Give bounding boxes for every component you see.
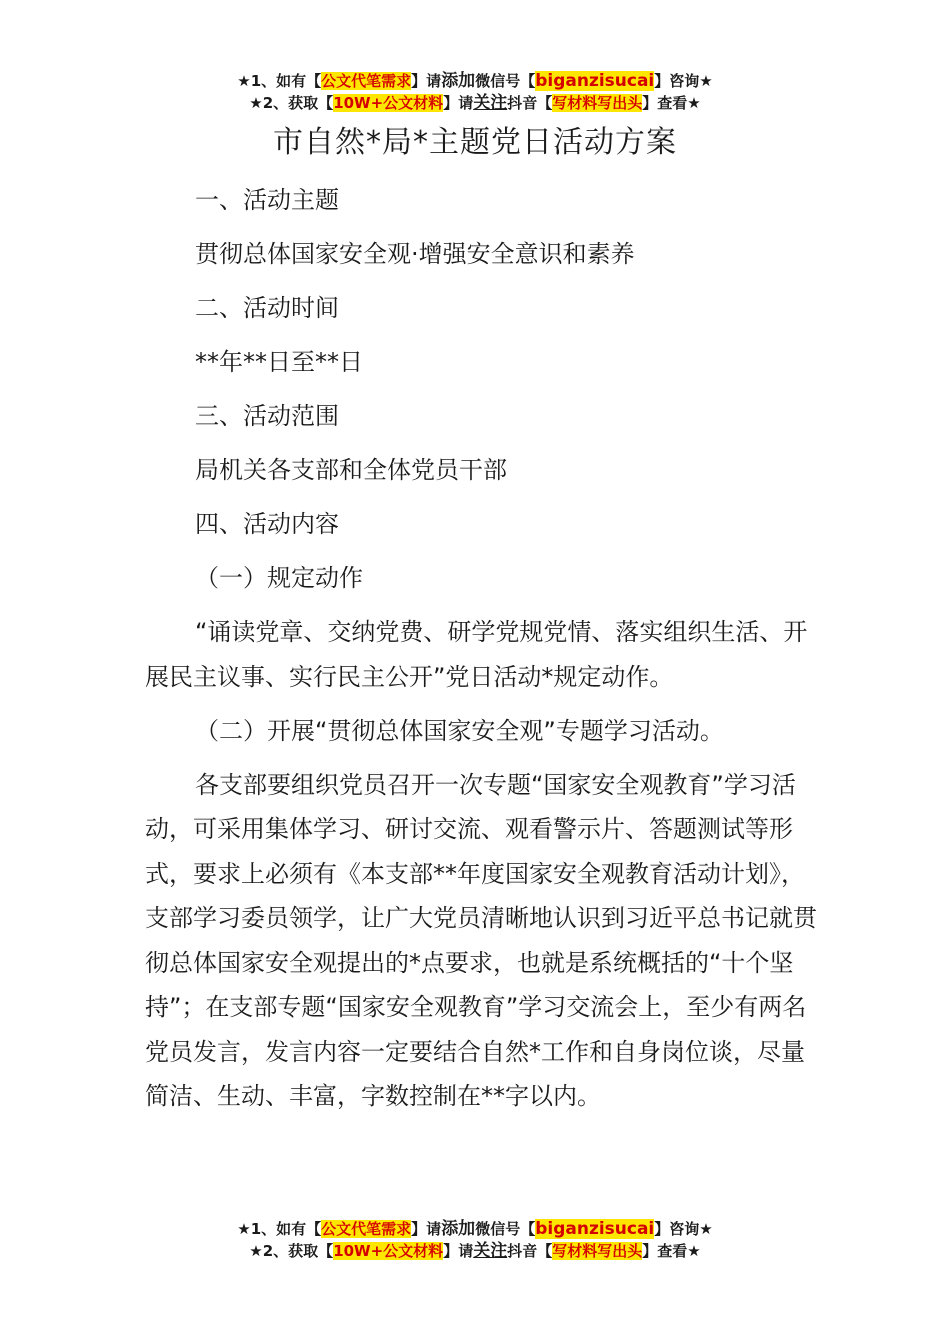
heading-content: 四、活动内容 bbox=[195, 510, 339, 538]
time-text: **年**日至**日 bbox=[195, 348, 363, 376]
subheading-security-study: （二）开展“贯彻总体国家安全观”专题学习活动。 bbox=[195, 716, 724, 745]
header-ad-line-2: ★2、获取【10W+公文材料】请关注抖音【写材料写出头】查看★ bbox=[249, 93, 701, 113]
theme-text: 贯彻总体国家安全观·增强安全意识和素养 bbox=[195, 240, 635, 268]
ad-highlight-service: 公文代笔需求 bbox=[321, 72, 412, 90]
heading-theme: 一、活动主题 bbox=[195, 186, 339, 214]
document-body bbox=[145, 178, 825, 1128]
security-study-text: 各支部要组织党员召开一次专题“国家安全观教育”学习活动，可采用集体学习、研讨交流、观看警示片、答题测试等形式，要求上必须有《本支部**年度国家安全观教育活动计划》，支部学习委员领学，让广大党员清晰地认识到习近平总书记就贯彻总体国家安全观提出的*点要求，也就是系统概括的“十个坚持”；在支部专题“国家安全观教育”学习交流会上，至少有两名党员发言，发言内容一定要结合自然*工作和自身岗位谈，尽量简洁、生动、丰富，字数控制在**字以内。 bbox=[145, 770, 817, 1110]
ad-highlight-materials: 10W+公文材料 bbox=[333, 94, 444, 112]
ad-highlight-materials: 10W+公文材料 bbox=[333, 1242, 444, 1260]
heading-time: 二、活动时间 bbox=[195, 294, 339, 322]
subheading-required-actions: （一）规定动作 bbox=[195, 564, 363, 592]
footer-ad bbox=[0, 1218, 950, 1262]
ad-highlight-service: 公文代笔需求 bbox=[321, 1220, 412, 1238]
header-ad bbox=[0, 70, 950, 114]
ad-highlight-wechat: biganzisucai bbox=[535, 71, 655, 91]
document-title: 市自然*局*主题党日活动方案 bbox=[273, 125, 677, 160]
ad-highlight-wechat: biganzisucai bbox=[535, 1219, 655, 1239]
footer-ad-line-1: ★1、如有【公文代笔需求】请添加微信号【biganzisucai】咨询★ bbox=[237, 1219, 713, 1239]
required-actions-text: “诵读党章、交纳党费、研学党规党情、落实组织生活、开展民主议事、实行民主公开”党日活动*规定动作。 bbox=[145, 618, 808, 691]
scope-text: 局机关各支部和全体党员干部 bbox=[195, 456, 507, 484]
ad-highlight-douyin: 写材料写出头 bbox=[552, 1242, 643, 1260]
footer-ad-line-2: ★2、获取【10W+公文材料】请关注抖音【写材料写出头】查看★ bbox=[249, 1241, 701, 1261]
header-ad-line-1: ★1、如有【公文代笔需求】请添加微信号【biganzisucai】咨询★ bbox=[237, 71, 713, 91]
ad-highlight-douyin: 写材料写出头 bbox=[552, 94, 643, 112]
heading-scope: 三、活动范围 bbox=[195, 402, 339, 430]
